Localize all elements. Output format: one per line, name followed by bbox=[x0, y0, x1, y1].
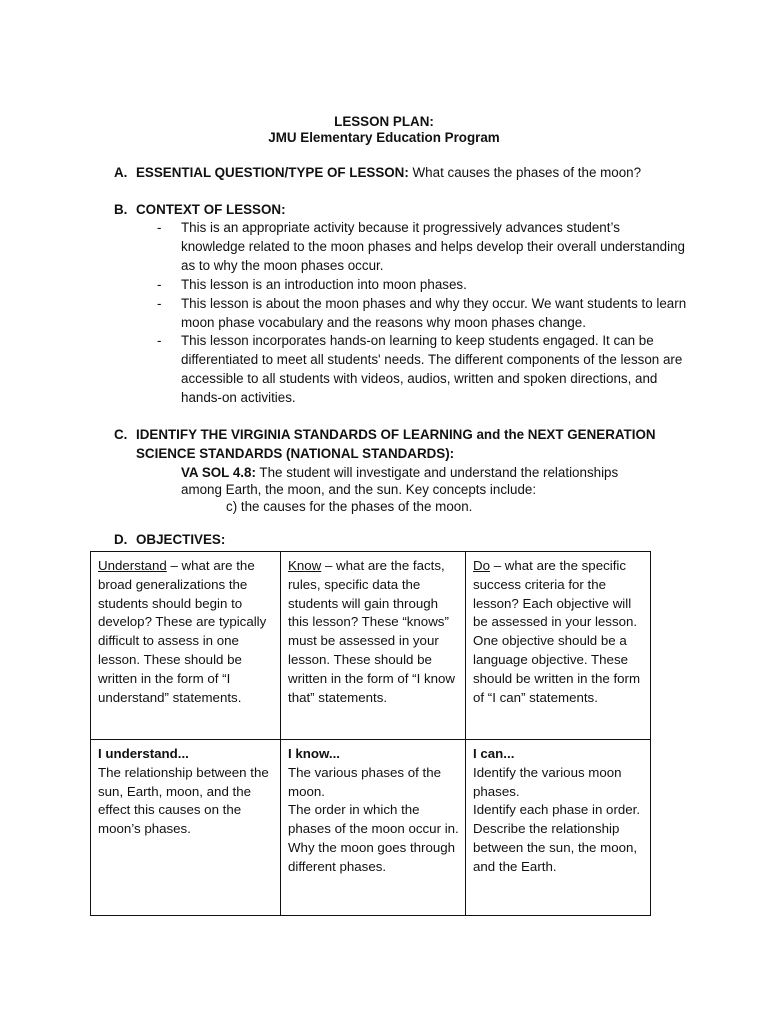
understand-content-cell bbox=[91, 740, 281, 916]
know-keyword: Know bbox=[288, 558, 322, 573]
do-stem: I can... bbox=[473, 746, 515, 761]
context-bullet-list bbox=[157, 219, 687, 408]
sol-text: The student will investigate and understand the relationships bbox=[259, 465, 619, 480]
section-d-title: OBJECTIVES: bbox=[136, 532, 226, 547]
objectives-table bbox=[90, 551, 651, 916]
section-c-title-line-2: SCIENCE STANDARDS (NATIONAL STANDARDS): bbox=[136, 445, 455, 461]
essential-question: What causes the phases of the moon? bbox=[412, 165, 642, 180]
know-description-cell: Know – what are the facts, rules, specific data the students will gain through this lesson? These “knows” must be assessed in your lesson. These should be written in the form of “I know that” statements. bbox=[281, 552, 466, 740]
section-a-letter: A. bbox=[114, 165, 128, 180]
do-line: Identify the various moon phases. bbox=[473, 764, 622, 799]
know-line: The various phases of the moon. bbox=[288, 764, 442, 799]
know-content-cell bbox=[281, 740, 466, 916]
section-b-heading bbox=[114, 202, 286, 217]
context-bullet: - This lesson incorporates hands-on learning to keep students engaged. It can be differentiated to meet all students' needs. The different components of the lesson are accessible to all students with videos, audios, written and spoken directions, and hands-on activities. bbox=[157, 333, 683, 406]
title-line-2: JMU Elementary Education Program bbox=[268, 130, 500, 145]
know-line: The order in which the phases of the moon occur in. bbox=[288, 802, 459, 837]
know-line: Why the moon goes through different phases. bbox=[288, 839, 456, 874]
objectives-header-row bbox=[91, 552, 651, 740]
understand-stem: I understand... bbox=[98, 746, 189, 761]
title-line-1: LESSON PLAN: bbox=[334, 114, 434, 129]
sol-item: c) the causes for the phases of the moon. bbox=[226, 499, 473, 514]
do-description-cell: Do – what are the specific success criteria for the lesson? Each objective will be assessed in your lesson. One objective should be a language objective. These should be written in the form of “I can” statements. bbox=[466, 552, 651, 740]
section-c-letter: C. bbox=[114, 427, 128, 442]
know-stem: I know... bbox=[288, 746, 340, 761]
do-content-cell bbox=[466, 740, 651, 916]
section-a-heading bbox=[114, 165, 641, 180]
understand-line: The relationship between the sun, Earth, moon, and the effect this causes on the moon’s phases. bbox=[98, 764, 269, 837]
understand-description-cell: Understand – what are the broad generalizations the students should begin to develop? These are typically difficult to assess in one lesson. These should be written in the form of “I understand” statements. bbox=[91, 552, 281, 740]
section-d-heading bbox=[114, 532, 225, 547]
section-a-title: ESSENTIAL QUESTION/TYPE OF LESSON: bbox=[136, 165, 409, 180]
section-c-title-line-1: IDENTIFY THE VIRGINIA STANDARDS OF LEARNING and the NEXT GENERATION bbox=[136, 427, 656, 442]
do-line: Describe the relationship between the sun, the moon, and the Earth. bbox=[473, 821, 638, 874]
section-b-title: CONTEXT OF LESSON: bbox=[136, 202, 286, 217]
sol-text-2: among Earth, the moon, and the sun. Key concepts include: bbox=[181, 482, 537, 497]
context-bullet: - This lesson is about the moon phases and why they occur. We want students to learn moon phase vocabulary and the reasons why moon phases change. bbox=[157, 295, 687, 330]
sol-standard bbox=[181, 464, 681, 515]
objectives-content-row bbox=[91, 740, 651, 916]
context-bullet: - This is an appropriate activity because it progressively advances student’s knowledge related to the moon phases and helps develop their overall understanding as to why the moon phases occur. bbox=[157, 220, 685, 273]
do-keyword: Do bbox=[473, 558, 490, 573]
section-b-letter: B. bbox=[114, 202, 128, 217]
do-line: Identify each phase in order. bbox=[473, 802, 641, 818]
section-c-heading bbox=[114, 426, 656, 464]
understand-keyword: Understand bbox=[98, 558, 167, 573]
context-bullet: - This lesson is an introduction into moon phases. bbox=[157, 276, 467, 292]
sol-label: VA SOL 4.8: bbox=[181, 465, 256, 480]
section-d-letter: D. bbox=[114, 532, 128, 547]
